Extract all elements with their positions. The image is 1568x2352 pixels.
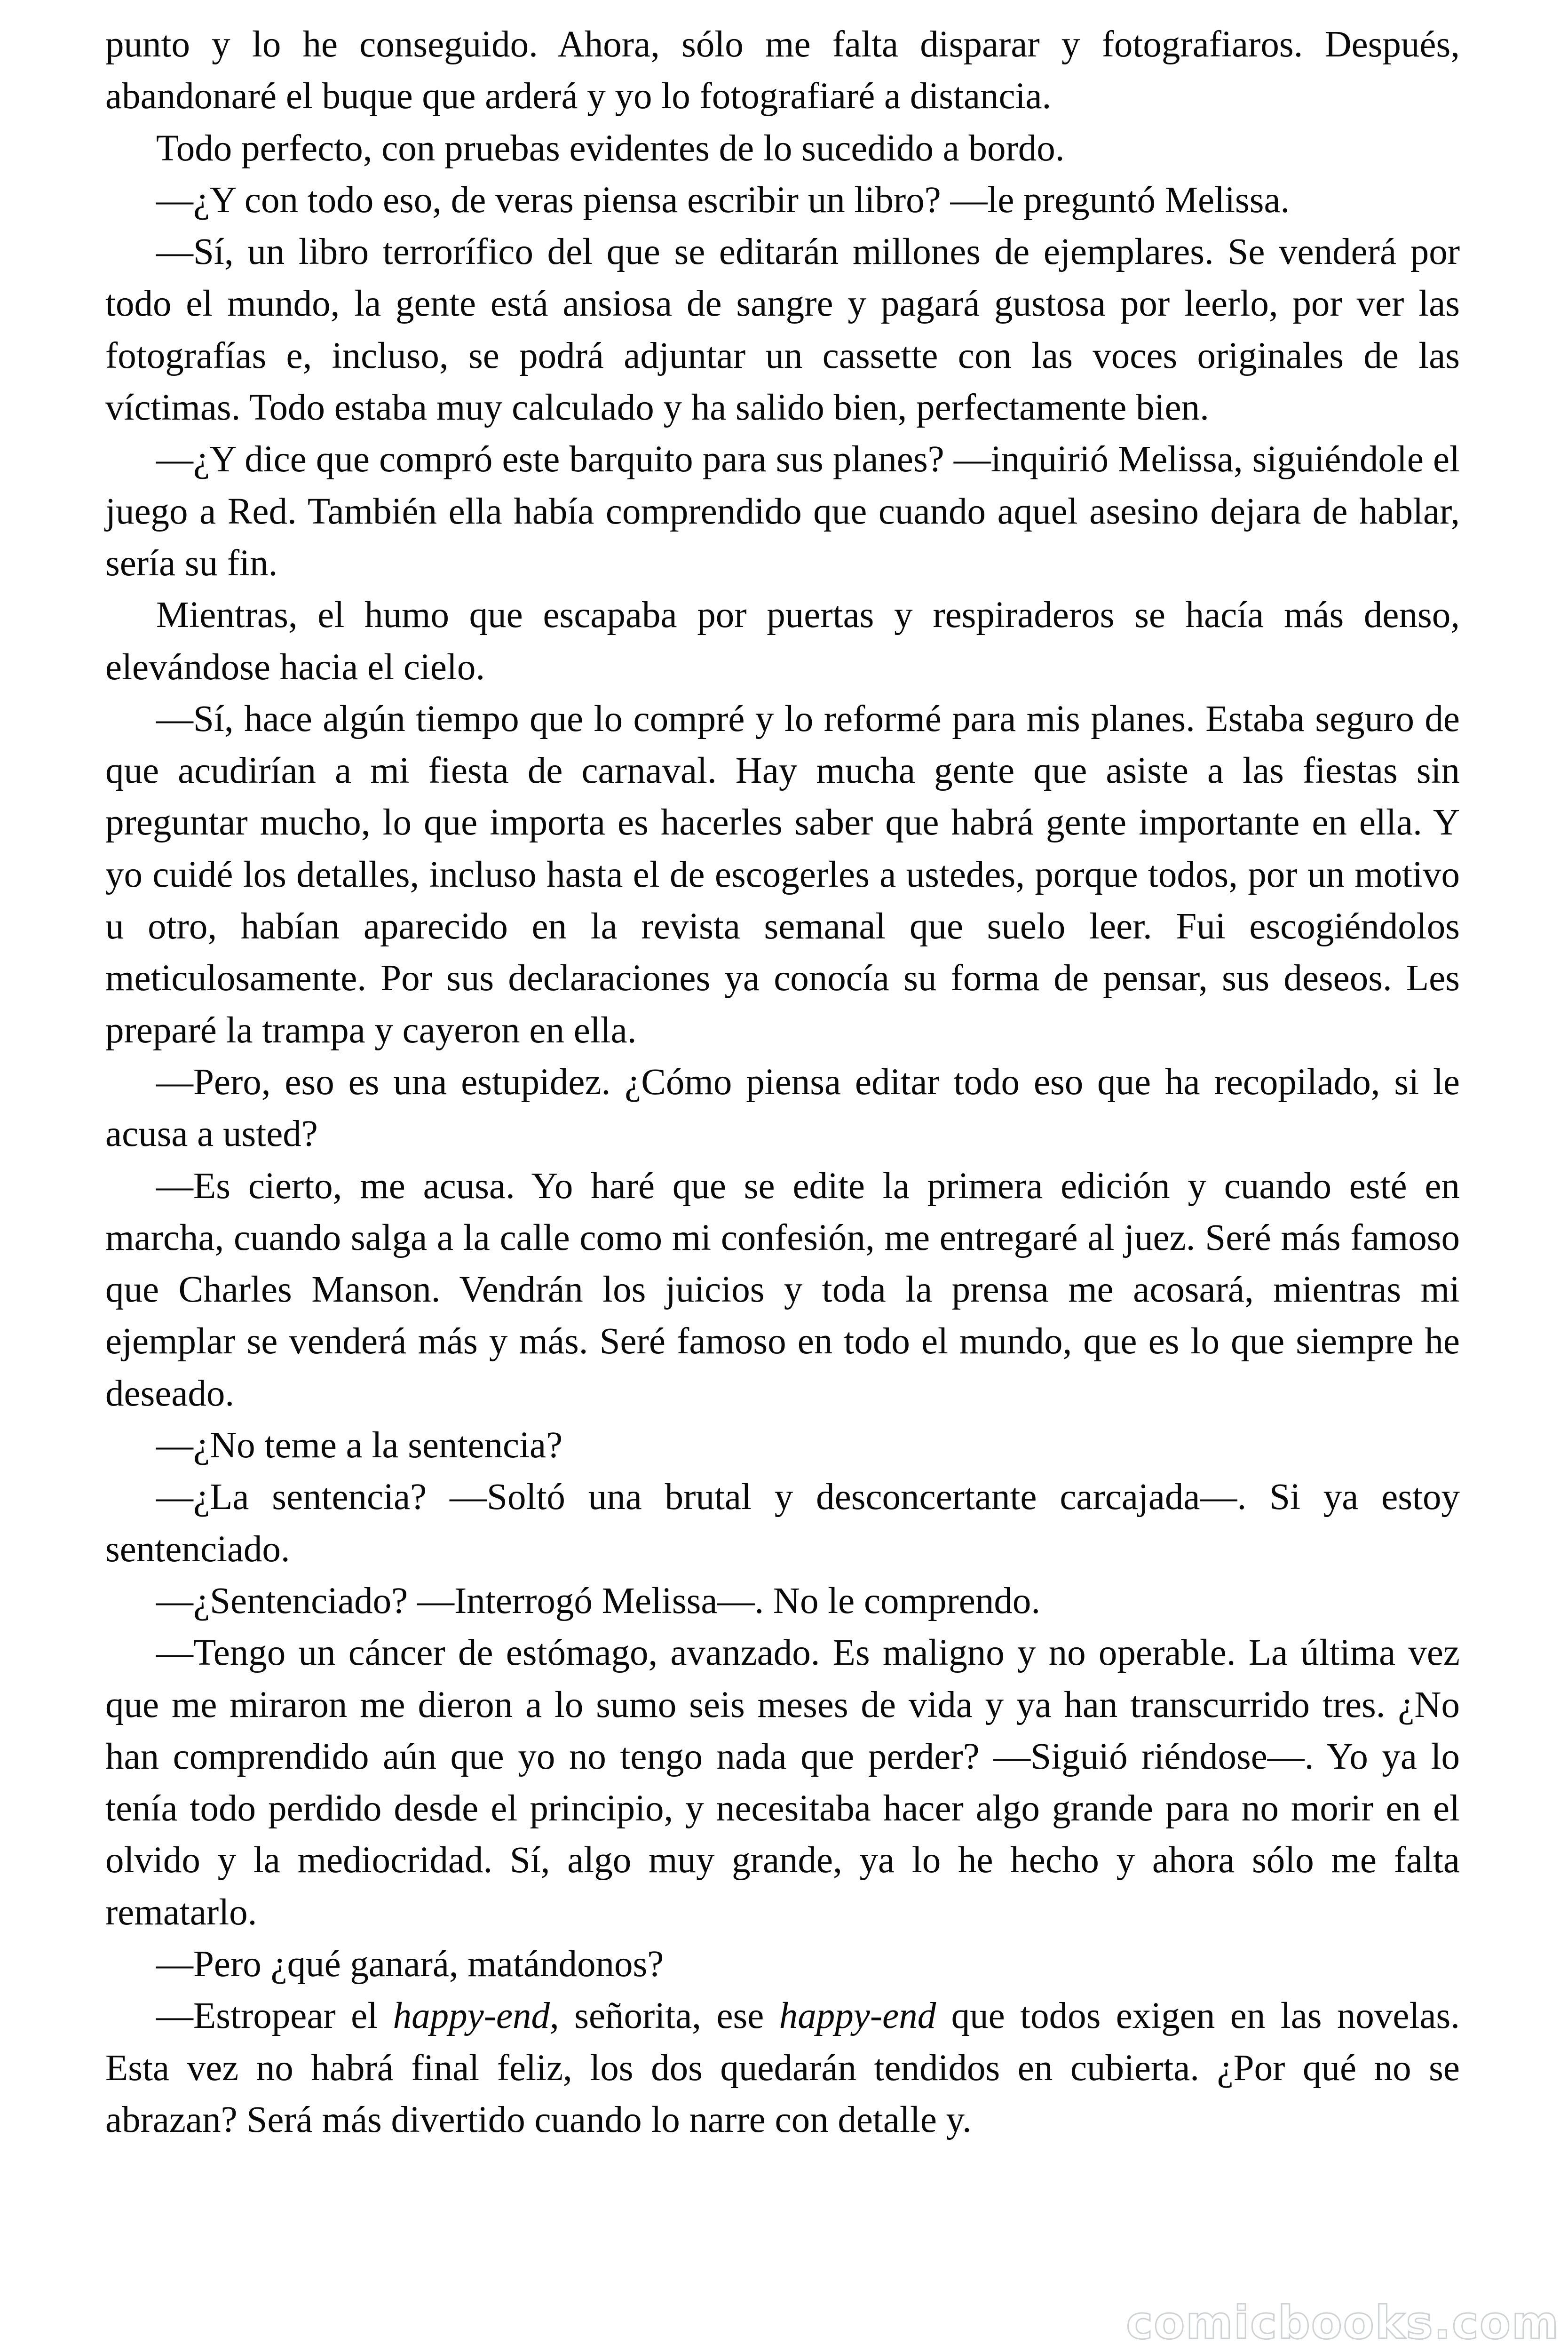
dialogue-paragraph: —¿No teme a la sentencia? xyxy=(156,1425,563,1466)
paragraph: Mientras, el humo que escapaba por puertas y respiraderos se hacía más denso, elevándose hacia el cielo. xyxy=(105,595,1460,688)
dialogue-paragraph: —Sí, hace algún tiempo que lo compré y lo reformé para mis planes. Estaba seguro de que acudirían a mi fiesta de carnaval. Hay mucha gente que asiste a las fiestas sin preguntar mucho, lo que importa es hacerles saber que habrá gente importante en ella. Y yo cuidé los detalles, incluso hasta el de escogerles a ustedes, porque todos, por un motivo u otro, habían aparecido en la revista semanal que suelo leer. Fui escogiéndolos meticulosamente. Por sus declaraciones ya conocía su forma de pensar, sus deseos. Les preparé la trampa y cayeron en ella. xyxy=(105,698,1460,1051)
body-text xyxy=(105,19,1460,2146)
text-run: , señorita, ese xyxy=(550,1995,779,2037)
paragraph: Todo perfecto, con pruebas evidentes de lo sucedido a bordo. xyxy=(156,127,1065,169)
italic-term: happy-end xyxy=(779,1995,936,2037)
dialogue-paragraph: —¿Y con todo eso, de veras piensa escribir un libro? —le preguntó Melissa. xyxy=(156,179,1290,221)
italic-term: happy-end xyxy=(393,1995,550,2037)
dialogue-paragraph: —Sí, un libro terrorífico del que se editarán millones de ejemplares. Se venderá por todo el mundo, la gente está ansiosa de sangre y pagará gustosa por leerlo, por ver las fotografías e, incluso, se podrá adjuntar un cassette con las voces originales de las víctimas. Todo estaba muy calculado y ha salido bien, perfectamente bien. xyxy=(105,231,1460,429)
dialogue-paragraph: —Tengo un cáncer de estómago, avanzado. Es maligno y no operable. La última vez que me miraron me dieron a lo sumo seis meses de vida y ya han transcurrido tres. ¿No han comprendido aún que yo no tengo nada que perder? —Siguió riéndose—. Yo ya lo tenía todo perdido desde el principio, y necesitaba hacer algo grande para no morir en el olvido y la mediocridad. Sí, algo muy grande, ya lo he hecho y ahora sólo me falta rematarlo. xyxy=(105,1632,1460,1933)
text-run: que todos exigen en las novelas. Esta vez no habrá final feliz, los dos quedarán tendidos en cubierta. ¿Por qué no se abrazan? Será más divertido cuando lo narre con detalle y. xyxy=(105,1995,1460,2140)
paragraph-continued: punto y lo he conseguido. Ahora, sólo me falta disparar y fotografiaros. Después, abandonaré el buque que arderá y yo lo fotografiaré a distancia. xyxy=(105,24,1460,117)
dialogue-paragraph: —Pero ¿qué ganará, matándonos? xyxy=(156,1943,664,1985)
dialogue-paragraph: —Es cierto, me acusa. Yo haré que se edite la primera edición y cuando esté en marcha, cuando salga a la calle como mi confesión, me entregaré al juez. Seré más famoso que Charles Manson. Vendrán los juicios y toda la prensa me acosará, mientras mi ejemplar se venderá más y más. Seré famoso en todo el mundo, que es lo que siempre he deseado. xyxy=(105,1165,1460,1414)
watermark-logo: comicbooks.com xyxy=(1126,2296,1560,2349)
text-run: —Estropear el xyxy=(156,1995,393,2037)
dialogue-paragraph: —Pero, eso es una estupidez. ¿Cómo piensa editar todo eso que ha recopilado, si le acusa a usted? xyxy=(105,1061,1460,1155)
dialogue-paragraph: —¿La sentencia? —Soltó una brutal y desconcertante carcajada—. Si ya estoy sentenciado. xyxy=(105,1477,1460,1570)
dialogue-paragraph: —¿Y dice que compró este barquito para sus planes? —inquirió Melissa, siguiéndole el juego a Red. También ella había comprendido que cuando aquel asesino dejara de hablar, sería su fin. xyxy=(105,439,1460,584)
dialogue-paragraph: —¿Sentenciado? —Interrogó Melissa—. No le comprendo. xyxy=(156,1580,1041,1621)
dialogue-paragraph-last xyxy=(105,1990,1460,2146)
